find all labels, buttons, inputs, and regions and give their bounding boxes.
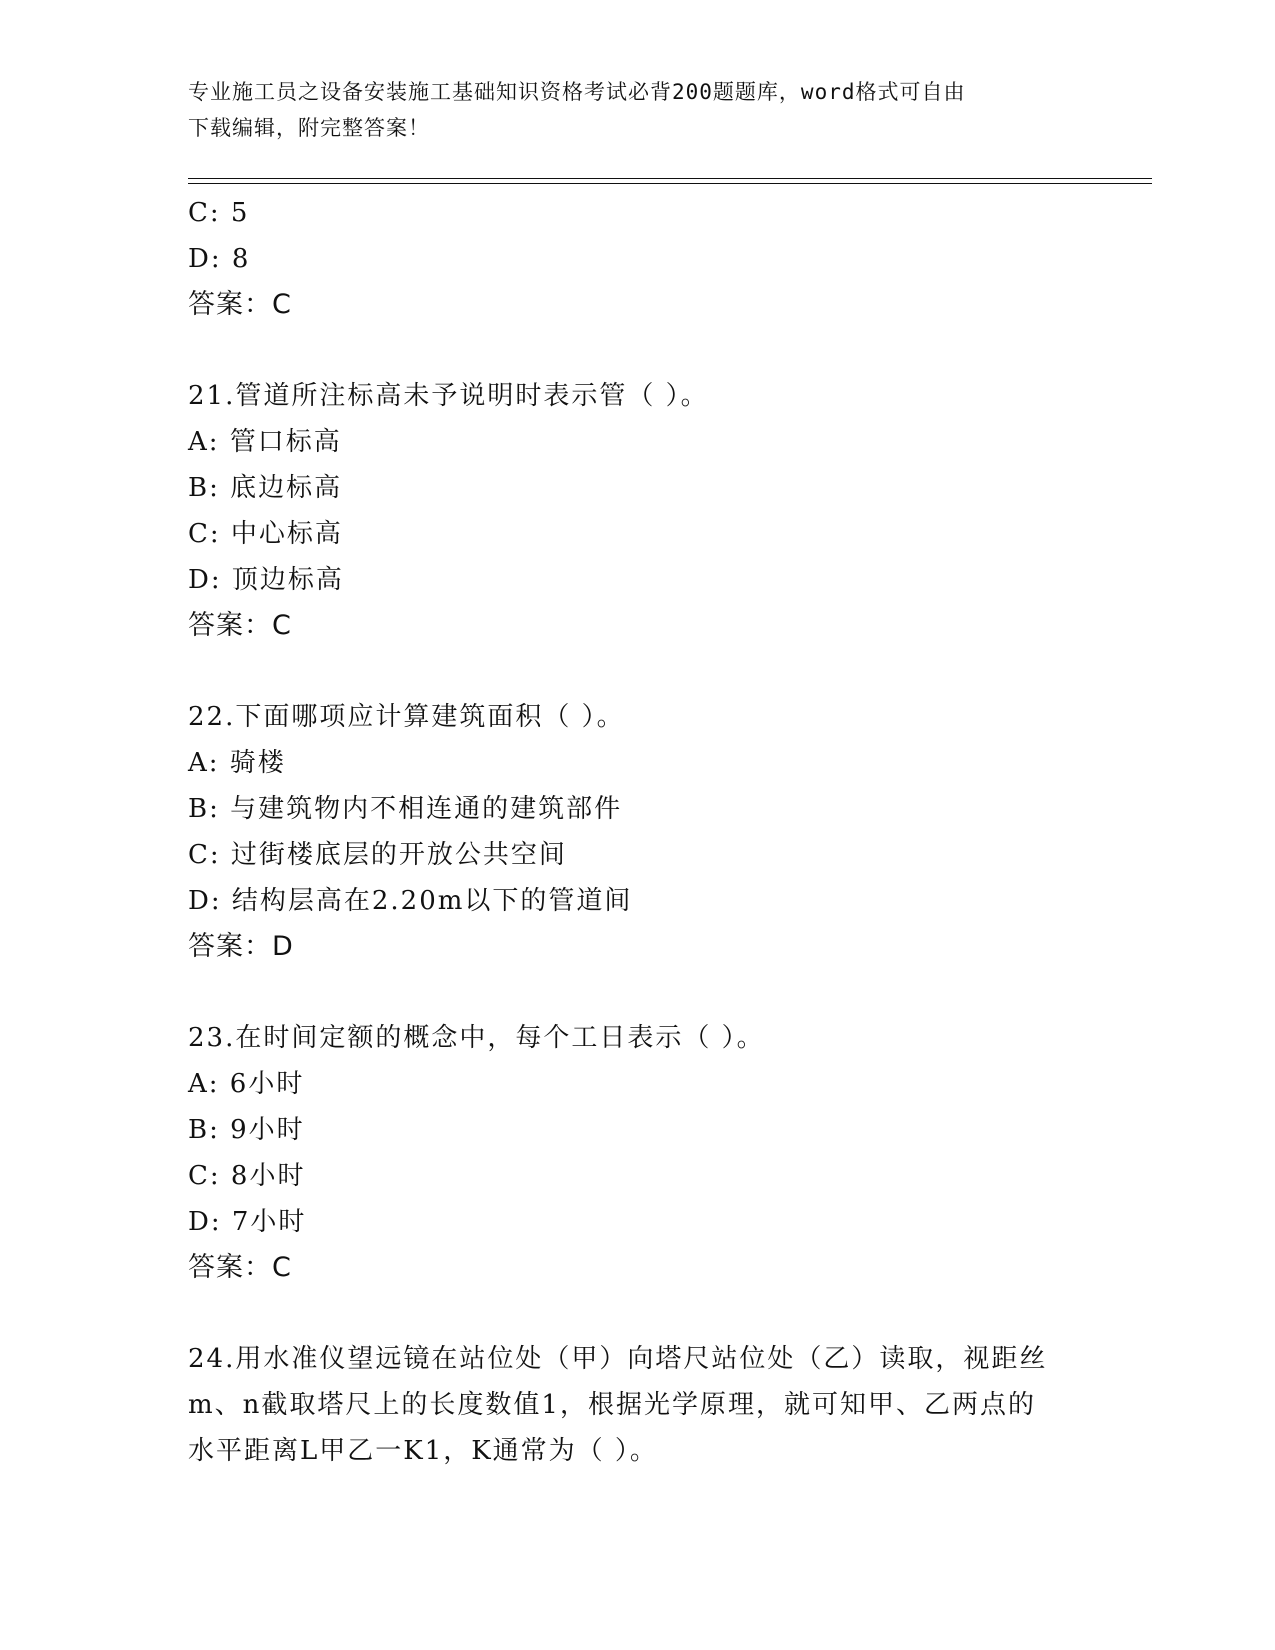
- answer: 答案：C: [188, 610, 292, 641]
- question-24: [188, 1336, 1088, 1474]
- option-c: C: 中心标高: [188, 519, 343, 549]
- question-21: [188, 373, 1088, 649]
- option-a: A: 骑楼: [188, 748, 286, 778]
- option-a: A: 管口标高: [188, 427, 342, 457]
- question-stem: 23.在时间定额的概念中，每个工日表示（ ）。: [188, 1023, 765, 1053]
- question-23: [188, 1015, 1088, 1291]
- option-a: A: 6小时: [188, 1069, 305, 1099]
- question-stem-line-2: m、n截取塔尺上的长度数值1，根据光学原理，就可知甲、乙两点的: [188, 1390, 1036, 1420]
- question-stem: 22.下面哪项应计算建筑面积（ ）。: [188, 702, 625, 732]
- document-header: [188, 74, 1068, 146]
- question-stem-line-3: 水平距离L甲乙一K1，K通常为（ ）。: [188, 1436, 658, 1466]
- answer: 答案：C: [188, 289, 292, 320]
- option-d: D: 8: [188, 244, 251, 274]
- header-line-2: 下载编辑，附完整答案！: [188, 116, 430, 140]
- question-list: [188, 190, 1088, 1474]
- question-stem: 21.管道所注标高未予说明时表示管（ ）。: [188, 381, 709, 411]
- option-c: C: 8小时: [188, 1161, 306, 1191]
- question-22: [188, 694, 1088, 970]
- option-b: B: 底边标高: [188, 473, 343, 503]
- option-c: C: 过街楼底层的开放公共空间: [188, 840, 567, 870]
- option-d: D: 结构层高在2.20m以下的管道间: [188, 886, 633, 916]
- question-20-tail: [188, 190, 1088, 328]
- header-line-1: 专业施工员之设备安装施工基础知识资格考试必背200题题库，word格式可自由: [188, 80, 966, 104]
- option-d: D: 顶边标高: [188, 565, 344, 595]
- answer: 答案：C: [188, 1252, 292, 1283]
- option-c: C: 5: [188, 198, 250, 228]
- header-divider-top: [188, 178, 1152, 179]
- option-d: D: 7小时: [188, 1207, 307, 1237]
- answer: 答案：D: [188, 931, 294, 962]
- header-divider-bottom: [188, 183, 1152, 184]
- question-stem-line-1: 24.用水准仪望远镜在站位处（甲）向塔尺站位处（乙）读取，视距丝: [188, 1344, 1048, 1374]
- option-b: B: 9小时: [188, 1115, 305, 1145]
- option-b: B: 与建筑物内不相连通的建筑部件: [188, 794, 623, 824]
